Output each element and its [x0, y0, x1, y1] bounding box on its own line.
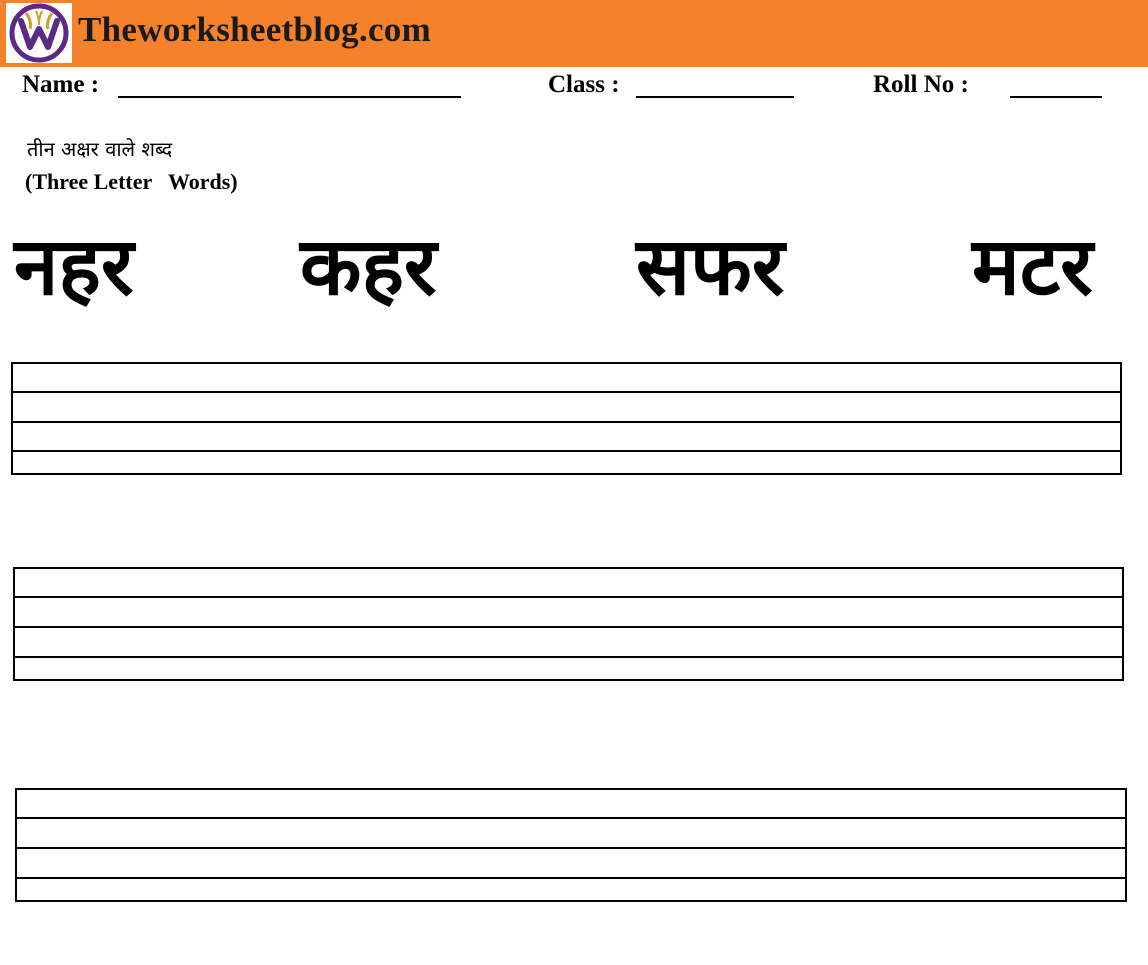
site-logo	[6, 3, 72, 63]
name-field[interactable]	[118, 96, 461, 98]
writing-line	[15, 596, 1122, 598]
word-1: नहर	[14, 220, 134, 313]
writing-line	[13, 391, 1120, 393]
writing-line	[17, 847, 1125, 849]
word-2: कहर	[300, 220, 437, 313]
site-title: Theworksheetblog.com	[78, 10, 432, 49]
english-heading: (Three Letter Words)	[25, 169, 238, 194]
class-field[interactable]	[636, 96, 794, 98]
writing-line	[17, 877, 1125, 879]
writing-line	[15, 656, 1122, 658]
name-label: Name :	[22, 71, 100, 98]
writing-block-3[interactable]	[15, 788, 1127, 902]
word-4: मटर	[972, 220, 1093, 313]
roll-no-field[interactable]	[1010, 96, 1102, 98]
hindi-heading: तीन अक्षर वाले शब्द	[27, 137, 173, 161]
word-3: सफर	[636, 220, 785, 313]
writing-block-2[interactable]	[13, 567, 1124, 681]
writing-block-1[interactable]	[11, 362, 1122, 475]
writing-line	[17, 817, 1125, 819]
class-label: Class :	[548, 71, 620, 98]
writing-line	[13, 450, 1120, 452]
logo-icon	[6, 3, 72, 63]
writing-line	[15, 626, 1122, 628]
writing-line	[13, 421, 1120, 423]
site-header	[0, 0, 1148, 67]
roll-no-label: Roll No :	[873, 71, 969, 98]
